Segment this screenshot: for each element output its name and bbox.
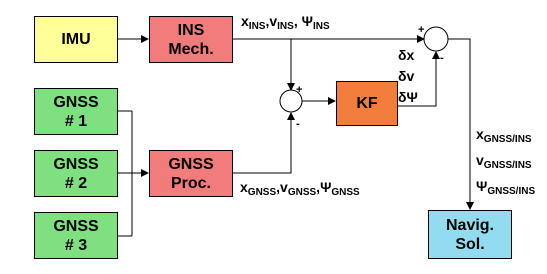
gnss-2-label: GNSS <box>53 155 99 173</box>
gnss-3-label: GNSS <box>53 217 99 235</box>
gnss-proc-to-sum1-arrow <box>233 113 291 173</box>
gnss-1-block <box>34 88 118 135</box>
ins-output-label: $x_{INS},v_{INS}$, $\Psi_{INS}$ <box>241 13 330 32</box>
sum2-plus-sign: + <box>418 24 425 36</box>
nav-label: Navig. <box>445 216 494 234</box>
gnss-3-block <box>34 212 118 259</box>
sum1-plus-sign: + <box>296 84 303 96</box>
imu-label: IMU <box>61 31 91 48</box>
gnss-processing-block <box>149 150 233 197</box>
ins-label-2: Mech. <box>168 40 214 58</box>
imu-block <box>34 16 118 63</box>
sum2-minus-sign: - <box>440 52 444 64</box>
ins-label: INS <box>177 21 205 39</box>
delta-x-label: δx <box>398 47 415 63</box>
integrated-v-label: $v_{GNSS/INS}$ <box>476 152 532 171</box>
gnss-3-number: # 3 <box>64 236 88 254</box>
kf-correction-label <box>398 45 418 108</box>
gnss-1-number: # 1 <box>64 112 88 130</box>
gnss-proc-label: GNSS <box>168 155 214 173</box>
integrated-output-label <box>476 124 535 202</box>
gnss-2-block <box>34 150 118 197</box>
navigation-solution-block <box>428 210 512 259</box>
integrated-psi-label: $\Psi_{GNSS/INS}$ <box>476 178 536 197</box>
gnss-proc-label-2: Proc. <box>170 174 211 192</box>
sum2-to-nav-arrow <box>448 39 470 209</box>
gnss-2-number: # 2 <box>64 174 88 192</box>
delta-psi-label: δΨ <box>398 89 418 105</box>
nav-label-2: Sol. <box>455 235 485 253</box>
delta-v-label: δv <box>398 68 415 84</box>
ins-mechanization-block <box>149 16 233 63</box>
integrated-x-label: $x_{GNSS/INS}$ <box>476 126 532 145</box>
gnss-1-label: GNSS <box>53 93 99 111</box>
kalman-filter-block <box>336 81 398 126</box>
summing-junction-2 <box>424 27 448 51</box>
sum1-minus-sign: - <box>296 118 300 130</box>
gnss-output-label: $x_{GNSS},v_{GNSS},\Psi_{GNSS}$ <box>240 179 360 198</box>
kf-label: KF <box>356 95 378 112</box>
